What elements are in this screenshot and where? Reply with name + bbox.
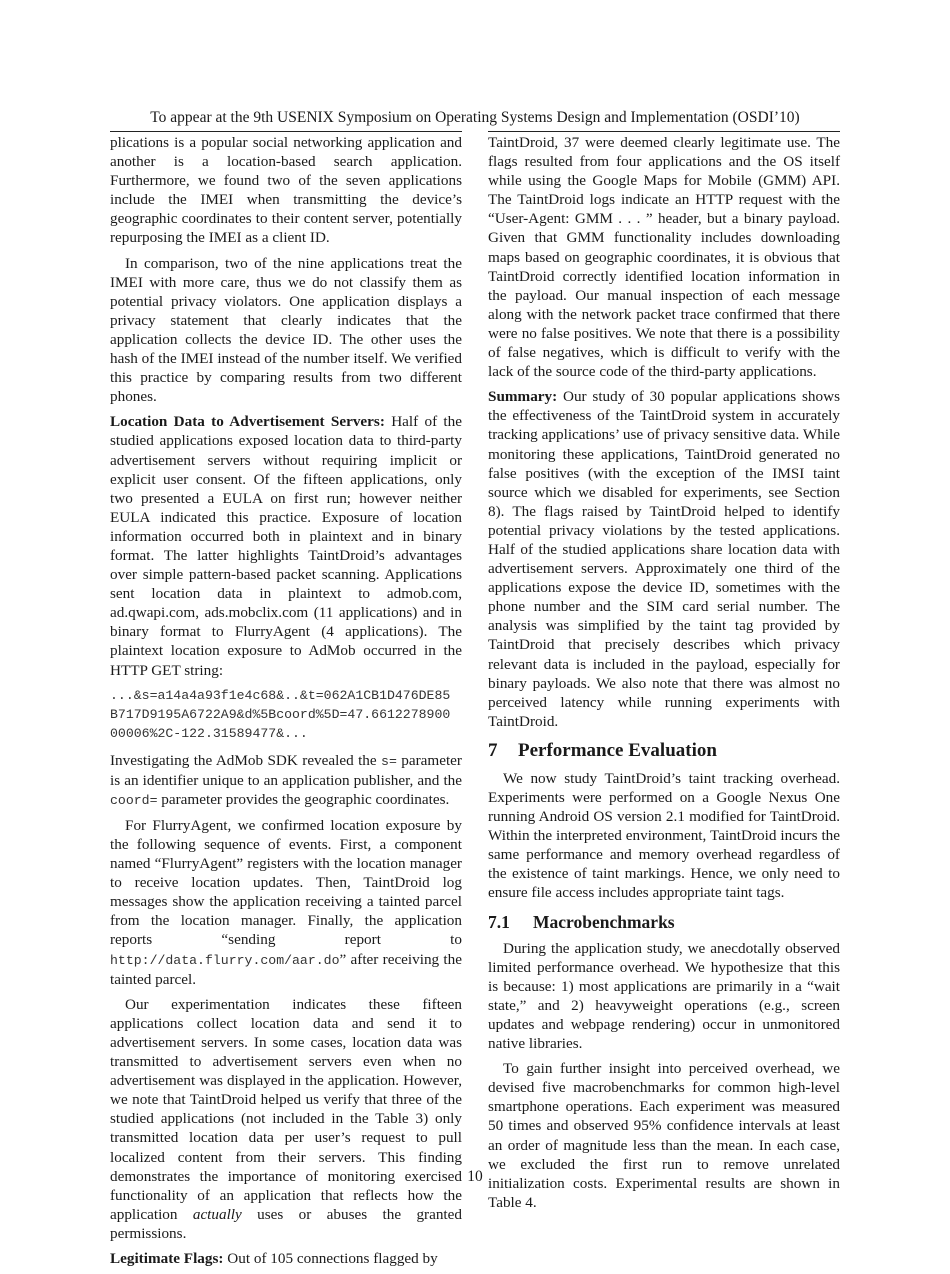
paragraph	[110, 995, 462, 1243]
paragraph	[110, 816, 462, 989]
paragraph: plications is a popular social networking application and another is a location-based search application. Furthermore, we found two of the seven applications include the IMEI when transmitting the device’s geographic coordinates to their content server, potentially repurposing the IMEI as a client ID.	[110, 134, 462, 247]
paragraph-text: ” after receiving the tainted parcel.	[110, 950, 462, 988]
left-column	[110, 131, 462, 1274]
paragraph-text: Out of 105 connections flagged by	[223, 1249, 438, 1267]
page-number: 10	[467, 1168, 483, 1185]
emphasis: actually	[192, 1205, 242, 1223]
paragraph-text: Our study of 30 popular applications shows the effectiveness of the TaintDroid system in accurately tracking applications’ use of privacy sensitive data. While monitoring these applications, TaintDroid generated no false positives (with the exception of the IMSI taint source which we disabled for experiments, see Section 8). The flags raised by TaintDroid helped to identify potential privacy violations by the tested applications. Half of the studied applications share location data with advertisement servers. Approximately one third of the applications expose the device ID, sometimes with the phone number and the SIM card serial number. The analysis was simplified by the taint tag provided by TaintDroid that precisely describes which privacy relevant data is included in the payload, especially for binary payloads. We also note that there was almost no perceived latency while running experiments with TaintDroid.	[488, 388, 840, 730]
paragraph: TaintDroid, 37 were deemed clearly legitimate use. The flags resulted from four applications and the OS itself while using the Google Maps for Mobile (GMM) API. The TaintDroid logs indicate an HTTP request with the “User-Agent: GMM . . . ” header, but a binary payload. Given that GMM functionality includes downloading maps based on geographic coordinates, it is obvious that TaintDroid correctly identified location information in the payload. Our manual inspection of each message along with the network packet trace confirmed that there were no false positives. We note that there is a possibility of false negatives, which is difficult to verify with the lack of the source code of the third-party applications.	[488, 134, 840, 381]
running-header: To appear at the 9th USENIX Symposium on Operating Systems Design and Implementation (OSDI’10)	[150, 109, 800, 126]
section-heading	[488, 739, 840, 763]
paragraph-text: parameter provides the geographic coordinates.	[157, 790, 450, 808]
paragraph-text: Investigating the AdMob SDK revealed the	[110, 751, 382, 769]
run-in-heading: Summary:	[488, 388, 558, 406]
paragraph: To gain further insight into perceived overhead, we devised five macrobenchmarks for common high-level smartphone operations. Each experiment was measured 50 times and observed 95% confidence intervals at least an order of magnitude less than the mean. In each case, we excluded the first run to remove unrelated initialization costs. Experimental results are shown in Table 4.	[488, 1060, 840, 1211]
subsection-number: 7.1	[488, 911, 510, 932]
paragraph-summary	[488, 387, 840, 731]
code-block	[110, 686, 462, 743]
paragraph: We now study TaintDroid’s taint tracking overhead. Experiments were performed on a Google Nexus One running Android OS version 2.1 modified for TaintDroid. Within the interpreted environment, TaintDroid incurs the same performance and memory overhead regardless of the existence of taint markings. Hence, we only need to ensure file access includes appropriate taint tags.	[488, 769, 840, 902]
paragraph-text: For FlurryAgent, we confirmed location exposure by the following sequence of events. First, a component named “FlurryAgent” registers with the location manager to receive location updates. Then, TaintDroid log messages show the application receiving a tainted parcel from the location manager. Finally, the application reports “sending report to	[110, 816, 462, 949]
paragraph-legitimate-flags	[110, 1249, 462, 1268]
inline-code: coord=	[110, 792, 158, 808]
inline-code: s=	[381, 753, 397, 769]
code-line: ...&s=a14a4a93f1e4c68&..&t=062A1CB1D476DE85	[110, 687, 451, 703]
subsection-title: Macrobenchmarks	[533, 911, 675, 932]
code-line: B717D9195A6722A9&d%5Bcoord%5D=47.6612278900	[110, 706, 451, 722]
paragraph-location-ads	[110, 412, 462, 679]
paragraph-text: parameter is an identifier unique to an application publisher, and the	[110, 751, 462, 789]
paragraph-text: Our experimentation indicates these fifteen applications collect location data and send it to advertisement servers. In some cases, location data was transmitted to advertisement servers even when no advertisement was displayed in the application. However, we note that TaintDroid helped us verify that three of the studied applications (not included in the Table 3) only transmitted location data per user’s request to pull localized content from their servers. This finding demonstrates the importance of monitoring exercised functionality of an application that reflects how the application	[110, 995, 462, 1223]
right-column	[488, 131, 840, 1218]
code-line: 00006%2C-122.31589477&...	[110, 725, 308, 741]
paragraph: In comparison, two of the nine applications treat the IMEI with more care, thus we do not classify them as potential privacy violators. One application displays a privacy statement that clearly indicates that the application collects the device ID. The other uses the hash of the IMEI instead of the number itself. We verified this practice by comparing results from two different phones.	[110, 254, 462, 406]
paragraph-text: Half of the studied applications exposed location data to third-party advertisement servers without requiring implicit or explicit user consent. Of the fifteen applications, only two presented a EULA on first run; however neither EULA indicated this practice. Exposure of location information occurred both in plaintext and in binary format. The latter highlights TaintDroid’s advantages over simple pattern-based packet scanning. Applications sent location data in plaintext to admob.com, ad.qwapi.com, ads.mobclix.com (11 applications) and in binary format to FlurryAgent (4 applications). The plaintext location exposure to AdMob occurred in the HTTP GET string:	[110, 413, 462, 679]
section-number: 7	[488, 739, 498, 761]
inline-code-url: http://data.flurry.com/aar.do	[110, 952, 340, 968]
run-in-heading: Legitimate Flags:	[110, 1249, 224, 1267]
subsection-heading	[488, 911, 840, 933]
paragraph: During the application study, we anecdotally observed limited performance overhead. We hypothesize that this is because: 1) most applications are primarily in a “wait state,” and 2) heavyweight operations (e.g., screen updates and webpage rendering) occur in unmonitored native libraries.	[488, 939, 840, 1053]
paragraph	[110, 751, 462, 810]
run-in-heading: Location Data to Advertisement Servers:	[110, 413, 385, 431]
section-title: Performance Evaluation	[518, 739, 717, 761]
paragraph-text: uses or abuses the granted permissions.	[110, 1205, 462, 1242]
